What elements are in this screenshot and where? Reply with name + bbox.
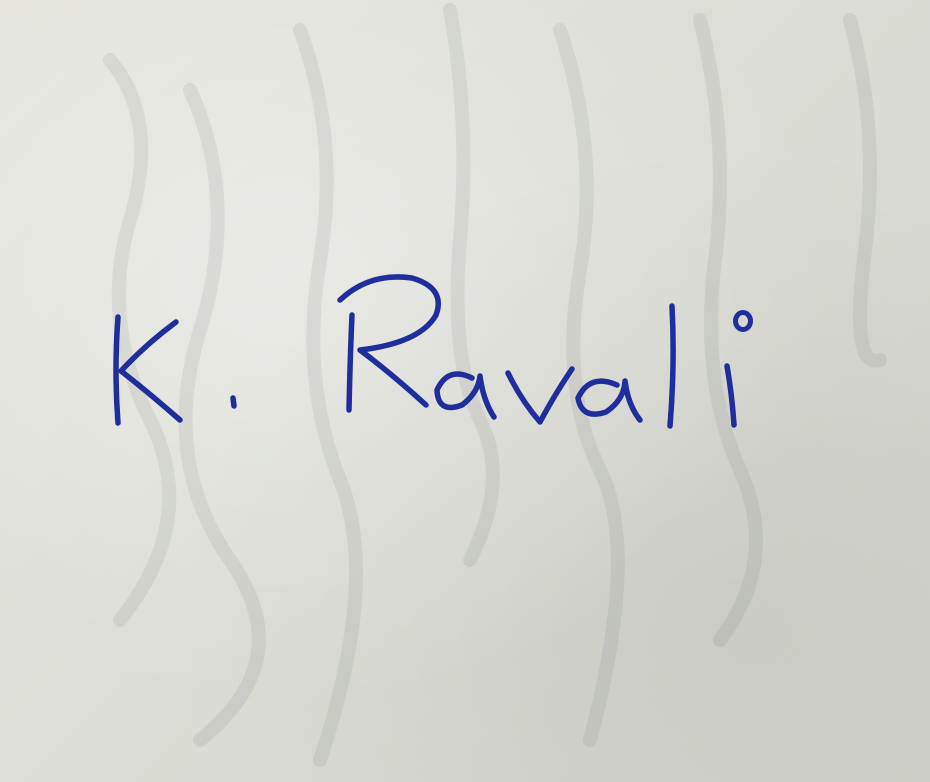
letter-l xyxy=(670,306,673,426)
letter-i-stem xyxy=(727,366,734,425)
letter-k-stem xyxy=(116,317,118,423)
letter-r xyxy=(340,277,438,410)
letter-a-1 xyxy=(437,374,494,417)
letter-v xyxy=(508,369,572,422)
letter-a-2 xyxy=(578,381,640,420)
period-mark xyxy=(233,398,234,406)
letter-i-dot xyxy=(736,313,751,330)
letter-k-arm xyxy=(121,322,180,420)
